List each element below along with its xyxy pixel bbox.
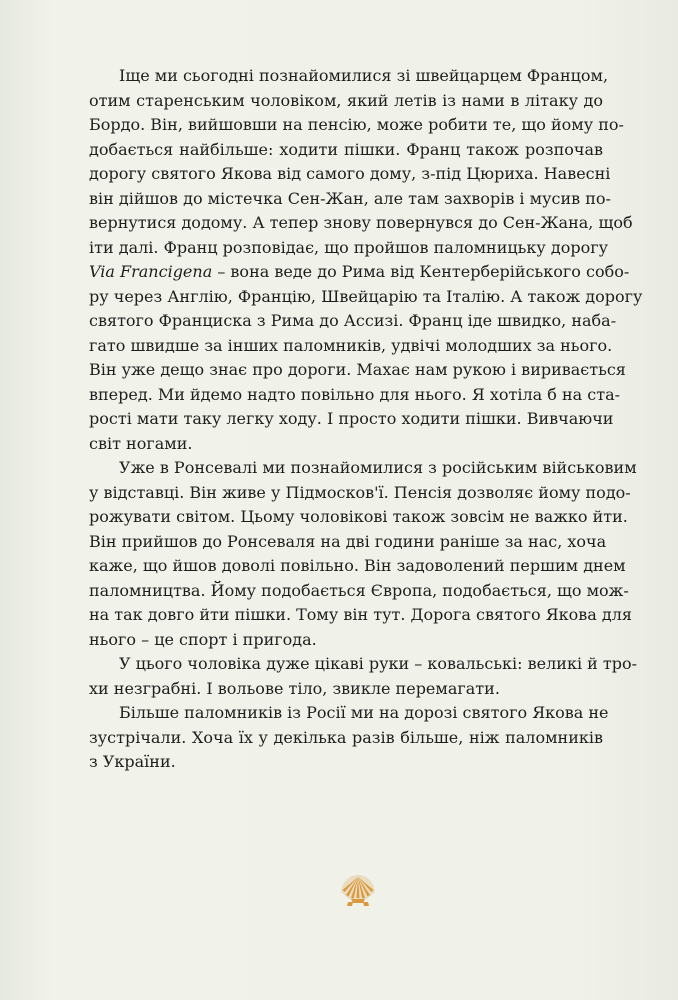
text-block [89,64,643,775]
text-line: рості мати таку легку ходу. І просто ходити пішки. Вивчаючи [89,409,614,428]
text-line: каже, що йшов доволі повільно. Він задоволений першим днем [89,556,626,575]
text-line: Іще ми сьогодні познайомилися зі швейцарцем Францом, [119,66,609,85]
text-line: ру через Англію, Францію, Швейцарію та Італію. А також дорогу [89,286,643,306]
text-line: святого Франциска з Рима до Ассизі. Франц іде швидко, наба- [89,311,617,330]
paragraph [89,701,609,775]
italic-title: Via Francigena [89,262,213,281]
text-line: світ ногами. [89,433,193,453]
text-line: на так довго йти пішки. Тому він тут. Дорога святого Якова для [89,605,632,624]
text-line [89,260,630,285]
text-line: дорогу святого Якова від самого дому, з-під Цюриха. Навесні [89,164,611,183]
text-line: паломництва. Йому подобається Європа, подобається, що мож- [89,580,629,600]
paragraph [89,456,637,652]
text-line: отим старенським чоловіком, який летів із нами в літаку до [89,90,603,110]
text-line: добається найбільше: ходити пішки. Франц також розпочав [89,139,603,159]
text-line: гато швидше за інших паломників, удвічі молодших за нього. [89,335,613,355]
paragraph [89,64,643,456]
text-line: рожувати світом. Цьому чоловікові також зовсім не важко йти. [89,507,628,526]
text-line: Більше паломників із Росії ми на дорозі святого Якова не [119,703,609,722]
text-line: Уже в Ронсевалі ми познайомилися з російським військовим [119,458,637,477]
text-line: Він прийшов до Ронсеваля на дві години раніше за нас, хоча [89,531,607,551]
text-line: з України. [89,752,176,771]
text-line: він дійшов до містечка Сен-Жан, але там захворів і мусив по- [89,188,611,208]
text-line: хи незграбні. І вольове тіло, звикле перемагати. [89,678,500,698]
paragraph [89,652,638,701]
text-line: вернутися додому. А тепер знову повернувся до Сен-Жана, щоб [89,213,633,232]
text-line: у відставці. Він живе у Підмосков'ї. Пенсія дозволяє йому подо- [89,482,631,502]
text-line: іти далі. Франц розповідає, що пройшов паломницьку дорогу [89,237,609,257]
text-line: зустрічали. Хоча їх у декілька разів більше, ніж паломників [89,727,603,747]
text-line: нього – це спорт і пригода. [89,629,317,649]
text-line: Він уже дещо знає про дороги. Махає нам рукою і виривається [89,360,626,379]
text-fragment: – вона веде до Рима від Кентерберійського собо- [212,262,630,281]
text-line: Бордо. Він, вийшовши на пенсію, може робити те, що йому по- [89,115,624,134]
scallop-shell-icon [339,873,377,907]
text-line: вперед. Ми йдемо надто повільно для нього. Я хотіла б на ста- [89,384,621,404]
text-line: У цього чоловіка дуже цікаві руки – ковальські: великі й тро- [119,654,638,673]
